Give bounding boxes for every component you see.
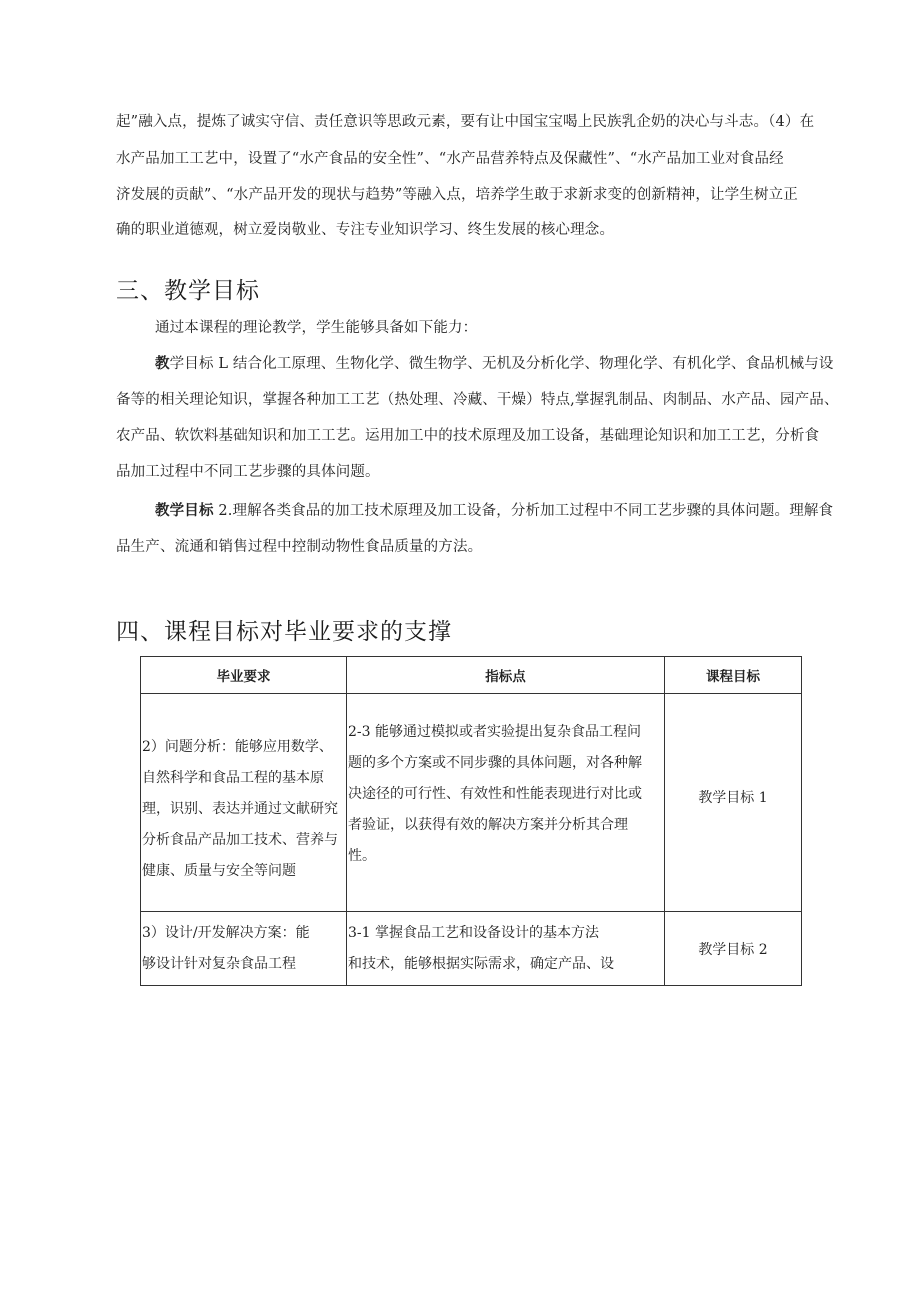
section-heading-support: 四、课程目标对毕业要求的支撑 <box>116 619 452 645</box>
cell-line: 2）问题分析：能够应用数学、 <box>142 739 333 755</box>
cell-line: 分析食品产品加工技术、营养与 <box>142 832 338 848</box>
cell-line: 健康、质量与安全等问题 <box>142 863 296 879</box>
goal-text: 2.理解各类食品的加工技术原理及加工设备，分析加工过程中不同工艺步骤的具体问题。理解食 <box>213 503 834 519</box>
goal-line: 备等的相关理论知识，掌握各种加工工艺（热处理、冷藏、干燥）特点,掌握乳制品、肉制品、水产品、园产品、 <box>116 392 839 408</box>
goal-first-line <box>155 501 834 521</box>
cell-line: 2-3 能够通过模拟或者实验提出复杂食品工程问 <box>348 724 641 740</box>
goal-label: 教 <box>155 356 170 372</box>
header-indicator: 指标点 <box>347 657 665 694</box>
cell-line: 自然科学和食品工程的基本原 <box>142 770 324 786</box>
cell-line: 够设计针对复杂食品工程 <box>142 955 296 972</box>
goal-line: 品加工过程中不同工艺步骤的具体问题。 <box>116 464 380 480</box>
indicator-cell <box>347 694 665 912</box>
paragraph-line: 起”融入点，提炼了诚实守信、责任意识等思政元素，要有让中国宝宝喝上民族乳企奶的决心与斗志。（4）在 <box>116 114 815 130</box>
goal-label: 教学目标 <box>155 503 214 519</box>
cell-line: 和技术，能够根据实际需求，确定产品、设 <box>348 955 614 972</box>
cell-line: 3）设计/开发解决方案：能 <box>142 924 310 941</box>
section-intro: 通过本课程的理论教学，学生能够具备如下能力： <box>155 320 478 336</box>
cell-line: 3-1 掌握食品工艺和设备设计的基本方法 <box>348 924 599 941</box>
paragraph-line: 水产品加工工艺中，设置了“水产食品的安全性”、“水产品营养特点及保藏性”、“水产品加工业对食品经 <box>116 151 784 167</box>
section-heading-teaching-goals: 三、教学目标 <box>116 278 260 304</box>
course-goal-cell <box>665 912 802 986</box>
paragraph-line: 确的职业道德观，树立爱岗敬业、专注专业知识学习、终生发展的核心理念。 <box>116 222 615 238</box>
course-goal-cell <box>665 694 802 912</box>
table-row <box>141 912 802 986</box>
goal-line: 农产品、软饮料基础知识和加工工艺。运用加工中的技术原理及加工设备，基础理论知识和加工工艺，分析食 <box>116 428 820 444</box>
support-table <box>140 656 802 986</box>
table-header-row <box>141 657 802 694</box>
header-requirement: 毕业要求 <box>141 657 347 694</box>
course-goal-text: 教学目标 1 <box>698 789 768 806</box>
table-row <box>141 694 802 912</box>
cell-line: 理，识别、表达并通过文献研究 <box>142 801 338 817</box>
goal-text: 学目标 L 结合化工原理、生物化学、微生物学、无机及分析化学、物理化学、有机化学、食品机械与设 <box>169 356 834 372</box>
indicator-cell <box>347 912 665 986</box>
goal-first-line <box>155 354 834 374</box>
cell-line: 决途径的可行性、有效性和性能表现进行对比或 <box>348 786 642 802</box>
cell-line: 性。 <box>348 848 376 864</box>
course-goal-text: 教学目标 2 <box>698 941 768 958</box>
goal-line: 品生产、流通和销售过程中控制动物性食品质量的方法。 <box>116 539 483 555</box>
paragraph-line: 济发展的贡献”、“水产品开发的现状与趋势”等融入点，培养学生敢于求新求变的创新精神，让学生树立正 <box>116 187 798 203</box>
requirement-cell <box>141 912 347 986</box>
header-course-goal: 课程目标 <box>665 657 802 694</box>
cell-line: 题的多个方案或不同步骤的具体问题，对各种解 <box>348 755 642 771</box>
requirement-cell <box>141 694 347 912</box>
cell-line: 者验证，以获得有效的解决方案并分析其合理 <box>348 817 628 833</box>
